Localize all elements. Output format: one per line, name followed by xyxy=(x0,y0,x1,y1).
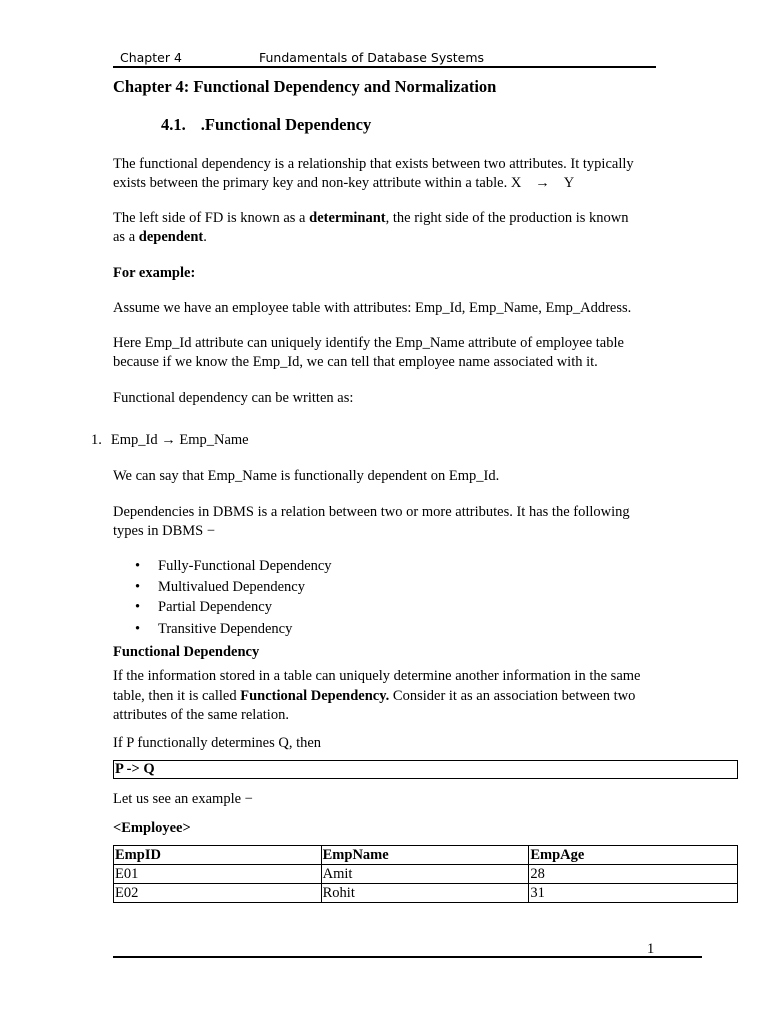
table-cell: 31 xyxy=(529,884,738,903)
table-cell: Amit xyxy=(321,865,529,884)
paragraph-if-p: If P functionally determines Q, then xyxy=(113,735,322,751)
text-line xyxy=(113,687,673,707)
text-span: . xyxy=(203,229,207,245)
table-row xyxy=(114,865,738,884)
list-item: • Fully-Functional Dependency xyxy=(113,557,673,578)
table-row xyxy=(114,884,738,903)
list-item-text: Emp_Id → Emp_Name xyxy=(110,432,249,448)
section-title: .Functional Dependency xyxy=(200,115,372,134)
text-span: Consider it as an association between two xyxy=(389,687,636,704)
numbered-item xyxy=(91,431,651,450)
term-determinant: determinant xyxy=(309,210,386,226)
paragraph-emp-id xyxy=(113,334,673,372)
paragraph-written-as: Functional dependency can be written as: xyxy=(113,390,354,406)
text-line: The functional dependency is a relationship that exists between two attributes. It typically xyxy=(113,156,634,172)
table-cell: Rohit xyxy=(321,884,529,903)
footer-rule xyxy=(113,956,702,958)
list-item: • Partial Dependency xyxy=(113,598,673,620)
text-line xyxy=(113,174,673,193)
paragraph-dependency-types xyxy=(113,503,673,541)
p-determines-q-box: P -> Q xyxy=(113,760,738,779)
section-heading xyxy=(161,115,721,134)
text-span: as a xyxy=(113,229,139,245)
dependency-types-list xyxy=(113,557,673,641)
term-dependent: dependent xyxy=(138,229,204,245)
arrow-symbol: → xyxy=(535,175,550,191)
section-number: 4.1. xyxy=(161,115,186,134)
table-cell: E02 xyxy=(114,884,322,903)
employee-table xyxy=(113,845,738,903)
fd-heading: Functional Dependency xyxy=(113,644,260,660)
header-book-title: Fundamentals of Database Systems xyxy=(259,50,485,65)
list-item: • Transitive Dependency xyxy=(113,620,673,641)
text-span: The left side of FD is known as a xyxy=(113,210,310,226)
paragraph-employee-table: Assume we have an employee table with attributes: Emp_Id, Emp_Name, Emp_Address. xyxy=(113,300,632,316)
list-item: • Multivalued Dependency xyxy=(113,578,673,599)
text-line: attributes of the same relation. xyxy=(113,707,289,723)
column-header: EmpID xyxy=(114,846,322,865)
text-span: , the right side of the production is known xyxy=(385,210,629,226)
page-number: 1 xyxy=(647,941,655,957)
text-line: Here Emp_Id attribute can uniquely identify the Emp_Name attribute of employee table xyxy=(113,335,624,351)
text-line: because if we know the Emp_Id, we can tell that employee name associated with it. xyxy=(113,354,598,370)
text-span: Y xyxy=(563,175,575,191)
header-chapter: Chapter 4 xyxy=(120,50,182,65)
text-line: If the information stored in a table can uniquely determine another information in the same xyxy=(113,668,641,684)
for-example-label: For example: xyxy=(113,265,196,281)
paragraph-example: Let us see an example − xyxy=(113,791,253,807)
paragraph-fd-definition xyxy=(113,667,673,726)
running-header xyxy=(113,47,656,68)
text-line xyxy=(113,228,673,247)
table-header-row xyxy=(114,846,738,865)
paragraph-functionally-dependent: We can say that Emp_Name is functionally dependent on Emp_Id. xyxy=(113,468,500,484)
text-line: types in DBMS − xyxy=(113,523,216,539)
term-functional-dependency: Functional Dependency. xyxy=(240,687,390,704)
table-cell: 28 xyxy=(529,865,738,884)
text-span: table, then it is called xyxy=(113,687,241,704)
table-cell: E01 xyxy=(114,865,322,884)
list-number: 1. xyxy=(91,432,102,448)
text-line xyxy=(113,209,673,228)
column-header: EmpAge xyxy=(529,846,738,865)
column-header: EmpName xyxy=(321,846,529,865)
text-span: exists between the primary key and non-key attribute within a table. X xyxy=(113,175,522,191)
paragraph-fd-intro xyxy=(113,155,673,193)
table-caption: <Employee> xyxy=(113,820,191,836)
chapter-title: Chapter 4: Functional Dependency and Normalization xyxy=(113,77,497,96)
paragraph-determinant xyxy=(113,209,673,247)
text-line: Dependencies in DBMS is a relation between two or more attributes. It has the following xyxy=(113,504,630,520)
